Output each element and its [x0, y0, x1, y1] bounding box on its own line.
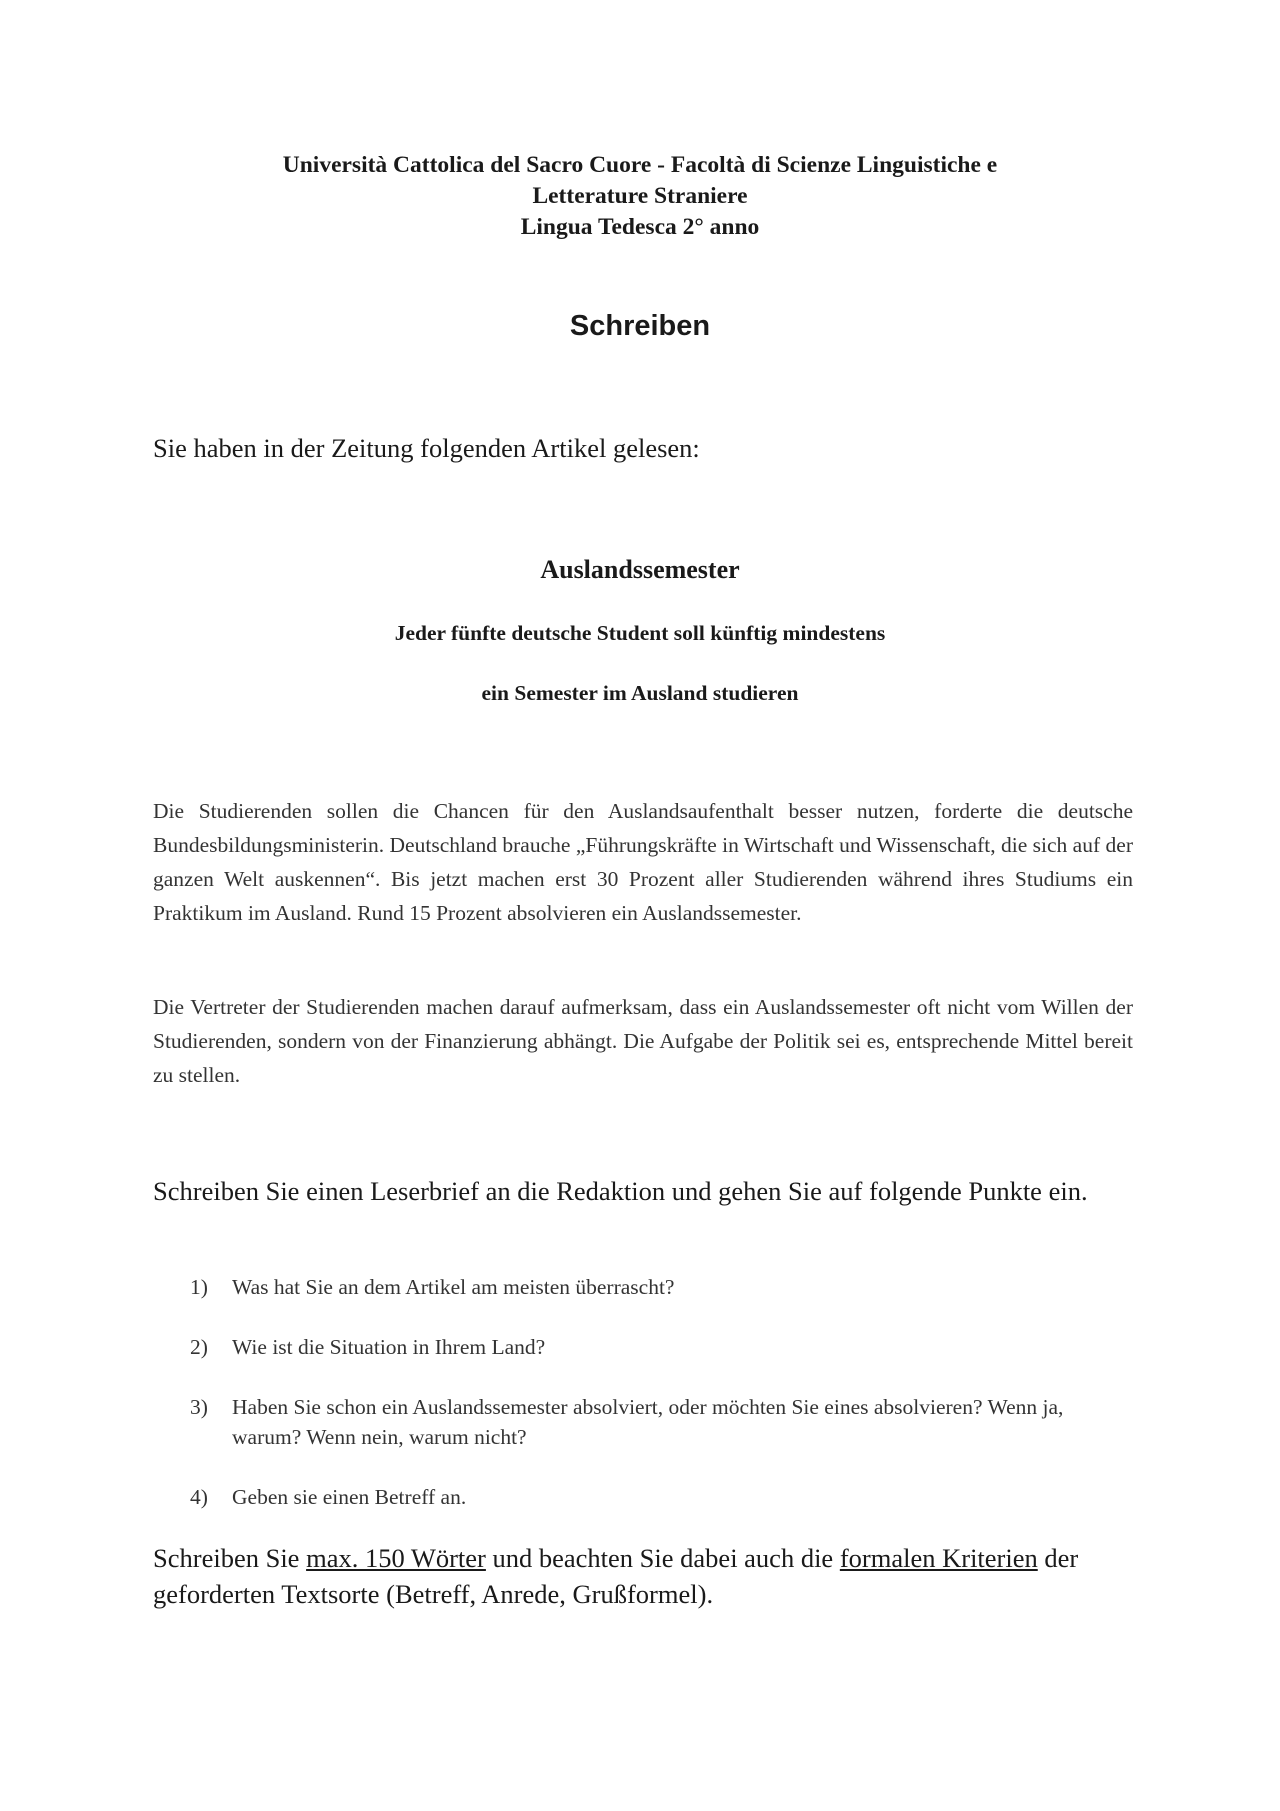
- task-points-list: [190, 1272, 1130, 1542]
- list-item-number: 2): [190, 1335, 208, 1359]
- document-header: [150, 150, 1130, 243]
- header-course-line: Lingua Tedesca 2° anno: [520, 214, 760, 240]
- final-text-part2: und beachten Sie dabei auch die: [485, 1543, 840, 1573]
- header-university-line: Università Cattolica del Sacro Cuore - Facoltà di Scienze Linguistiche e: [282, 152, 998, 178]
- list-item: [190, 1272, 1130, 1302]
- list-item-text: Haben Sie schon ein Auslandssemester absolviert, oder möchten Sie eines absolvieren? Wenn ja, warum? Wenn nein, warum nicht?: [232, 1395, 1064, 1449]
- list-item-number: 1): [190, 1275, 208, 1299]
- article-subtitle-line2: ein Semester im Ausland studieren: [481, 681, 799, 705]
- final-text-part3: der geforderten Textsorte (Betreff, Anrede, Grußformel).: [153, 1543, 1079, 1609]
- list-item-text: Geben sie einen Betreff an.: [232, 1485, 467, 1509]
- list-item-number: 4): [190, 1485, 208, 1509]
- word-limit-underlined: max. 150 Wörter: [306, 1543, 486, 1573]
- list-item: [190, 1332, 1130, 1362]
- list-item: [190, 1482, 1130, 1512]
- intro-text: Sie haben in der Zeitung folgenden Artikel gelesen:: [153, 433, 700, 463]
- header-faculty-line: Letterature Straniere: [532, 183, 748, 209]
- article-subtitle-line1: Jeder fünfte deutsche Student soll künftig mindestens: [394, 621, 886, 645]
- formal-criteria-underlined: formalen Kriterien: [839, 1543, 1038, 1573]
- section-title: Schreiben: [569, 310, 711, 342]
- article-paragraph-1: Die Studierenden sollen die Chancen für den Auslandsaufenthalt besser nutzen, forderte die deutsche Bundesbildungsministerin. Deutschland brauche „Führungskräfte in Wirtschaft und Wissenschaft, die sich auf der ganzen Welt auskennen“. Bis jetzt machen erst 30 Prozent aller Studierenden während ihres Studiums ein Praktikum im Ausland. Rund 15 Prozent absolvieren ein Auslandssemester.: [153, 799, 1133, 925]
- list-item-text: Was hat Sie an dem Artikel am meisten überrascht?: [232, 1275, 675, 1299]
- final-text-part1: Schreiben Sie: [153, 1543, 307, 1573]
- article-title: Auslandssemester: [540, 555, 740, 584]
- article-paragraph-2: Die Vertreter der Studierenden machen darauf aufmerksam, dass ein Auslandssemester oft nicht vom Willen der Studierenden, sondern von der Finanzierung abhängt. Die Aufgabe der Politik sei es, entsprechende Mittel bereit zu stellen.: [153, 995, 1133, 1087]
- list-item: [190, 1392, 1130, 1452]
- list-item-number: 3): [190, 1395, 208, 1419]
- list-item-text: Wie ist die Situation in Ihrem Land?: [232, 1335, 546, 1359]
- task-instruction: Schreiben Sie einen Leserbrief an die Redaktion und gehen Sie auf folgende Punkte ein.: [153, 1176, 1088, 1206]
- final-instruction: [153, 1540, 1133, 1612]
